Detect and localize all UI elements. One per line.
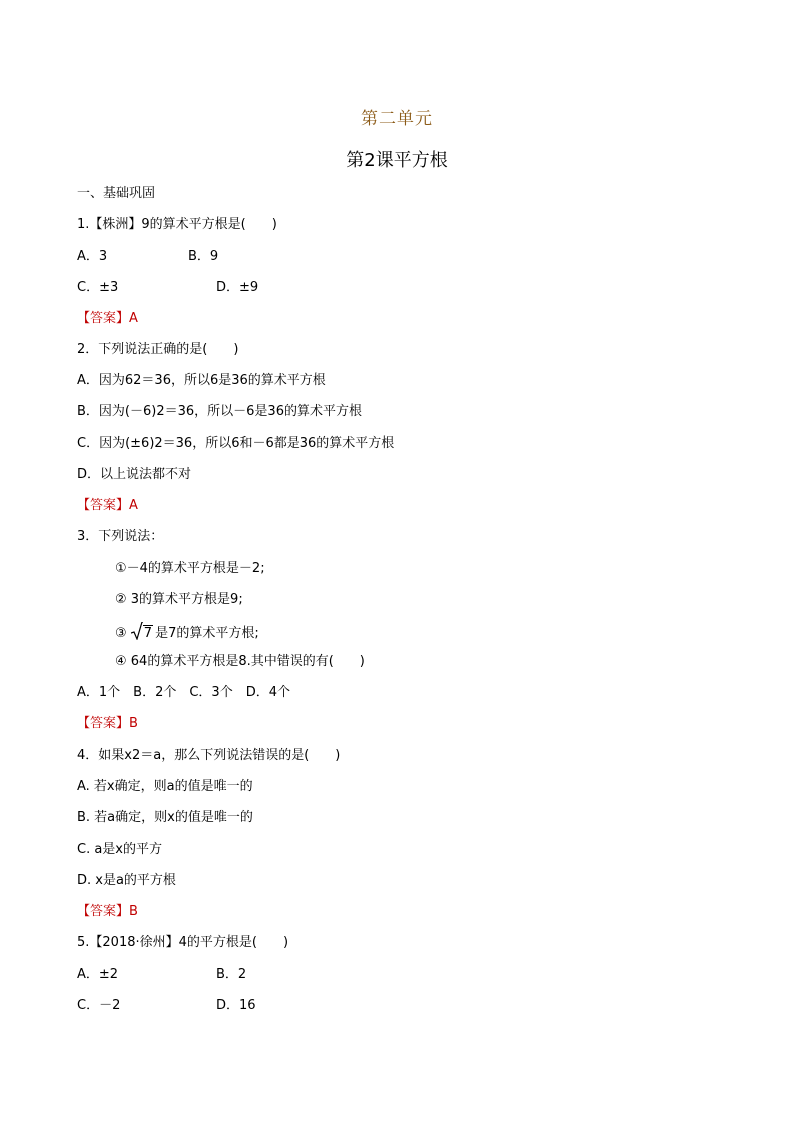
question-5-stem: 5.【2018·徐州】4的平方根是( )	[77, 935, 289, 950]
question-5-option-a: A．±2	[77, 967, 119, 982]
question-1-option-c: C．±3	[77, 280, 119, 295]
question-5-option-c: C．－2	[77, 998, 121, 1013]
question-4-option-b: B. 若a确定，则x的值是唯一的	[77, 810, 253, 825]
question-3-statement-3	[115, 622, 259, 642]
question-5-option-b: B．2	[216, 967, 247, 982]
question-2-stem: 2．下列说法正确的是( )	[77, 342, 239, 357]
question-3-options: A．1个 B．2个 C．3个 D．4个	[77, 685, 290, 700]
unit-title: 第二单元	[361, 109, 433, 129]
question-2-option-d: D．以上说法都不对	[77, 467, 192, 482]
question-3-answer: 【答案】B	[77, 716, 138, 731]
statement-3-suffix: 是7的算术平方根;	[155, 626, 259, 641]
question-3-statement-4: ④ 64的算术平方根是8.其中错误的有( )	[115, 654, 365, 669]
question-1-option-d: D．±9	[216, 280, 259, 295]
question-2-answer: 【答案】A	[77, 498, 138, 513]
question-4-stem: 4．如果x2＝a，那么下列说法错误的是( )	[77, 748, 341, 763]
question-5-option-d: D．16	[216, 998, 256, 1013]
question-3-statement-1: ①－4的算术平方根是－2;	[115, 561, 265, 576]
question-4-option-d: D. x是a的平方根	[77, 873, 176, 888]
square-root-expression	[131, 622, 153, 642]
question-4-answer: 【答案】B	[77, 904, 138, 919]
question-2-option-a: A．因为62＝36，所以6是36的算术平方根	[77, 373, 326, 388]
lesson-title: 第2课平方根	[346, 150, 448, 171]
section-heading: 一、基础巩固	[77, 186, 156, 201]
question-4-option-a: A. 若x确定，则a的值是唯一的	[77, 779, 253, 794]
question-2-option-c: C．因为(±6)2＝36，所以6和－6都是36的算术平方根	[77, 436, 395, 451]
question-1-option-a: A．3	[77, 249, 108, 264]
statement-3-prefix: ③	[115, 626, 131, 641]
question-4-option-c: C. a是x的平方	[77, 842, 163, 857]
question-1-answer: 【答案】A	[77, 311, 138, 326]
radicand: 7	[143, 626, 153, 641]
radical-sign-icon	[131, 622, 143, 640]
question-1-option-b: B．9	[188, 249, 219, 264]
question-3-statement-2: ② 3的算术平方根是9;	[115, 592, 243, 607]
question-1-stem: 1.【株洲】9的算术平方根是( )	[77, 217, 277, 232]
question-3-stem: 3．下列说法：	[77, 529, 164, 544]
question-2-option-b: B．因为(－6)2＝36，所以－6是36的算术平方根	[77, 404, 362, 419]
